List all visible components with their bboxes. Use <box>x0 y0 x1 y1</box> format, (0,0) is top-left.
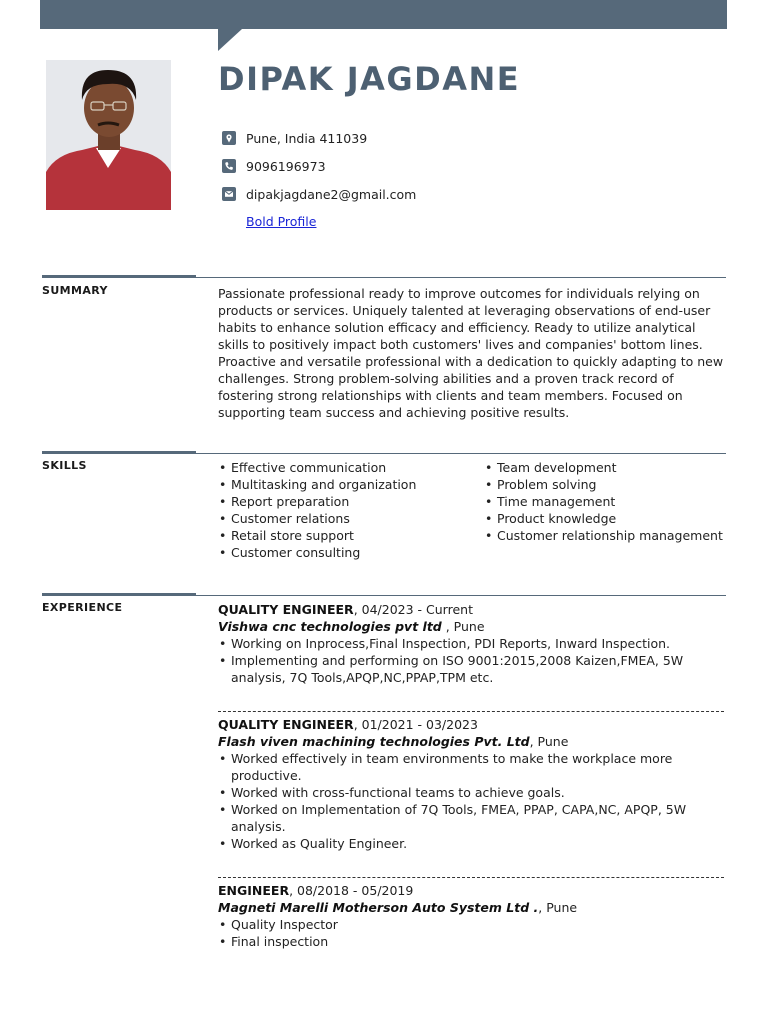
contact-email <box>222 185 416 203</box>
contact-phone <box>222 157 326 175</box>
contact-address <box>222 129 367 147</box>
experience-divider-thick <box>42 593 196 596</box>
job-title-line <box>218 716 728 733</box>
skills-list-right <box>484 459 728 544</box>
job-company-line <box>218 733 728 750</box>
summary-heading: SUMMARY <box>42 284 108 297</box>
candidate-name: DIPAK JAGDANE <box>218 60 521 98</box>
job-location: , Pune <box>538 900 578 915</box>
skill-item: • Multitasking and organization <box>218 476 478 493</box>
job-title: QUALITY ENGINEER <box>218 717 354 732</box>
job-entry <box>218 716 728 852</box>
job-title: QUALITY ENGINEER <box>218 602 354 617</box>
job-dates: , 08/2018 - 05/2019 <box>289 883 414 898</box>
profile-photo <box>46 60 171 210</box>
job-bullet: • Final inspection <box>218 933 728 950</box>
job-location: , Pune <box>529 734 569 749</box>
job-entry <box>218 882 728 950</box>
job-separator <box>218 711 724 712</box>
skill-item: • Team development <box>484 459 728 476</box>
skill-item: • Customer consulting <box>218 544 478 561</box>
skills-heading: SKILLS <box>42 459 87 472</box>
job-bullets <box>218 635 728 686</box>
skill-item: • Customer relationship management <box>484 527 728 544</box>
summary-divider-thin <box>196 277 726 278</box>
skills-divider-thin <box>196 453 726 454</box>
experience-divider-thin <box>196 595 726 596</box>
job-bullet: • Quality Inspector <box>218 916 728 933</box>
job-company: Magneti Marelli Motherson Auto System Ltd . <box>218 900 539 915</box>
job-title-line <box>218 601 728 618</box>
job-title: ENGINEER <box>218 883 290 898</box>
job-bullet: • Worked effectively in team environments to make the workplace more productive. <box>218 750 728 784</box>
experience-heading: EXPERIENCE <box>42 601 123 614</box>
job-bullets <box>218 916 728 950</box>
job-dates: , 01/2021 - 03/2023 <box>353 717 478 732</box>
header-band <box>40 0 727 29</box>
job-bullet: • Worked with cross-functional teams to achieve goals. <box>218 784 728 801</box>
location-icon <box>222 131 236 145</box>
job-bullet: • Implementing and performing on ISO 9001:2015,2008 Kaizen,FMEA, 5W analysis, 7Q Tools,APQP,NC,PPAP,TPM etc. <box>218 652 728 686</box>
job-company-line <box>218 899 728 916</box>
skill-item: • Product knowledge <box>484 510 728 527</box>
job-bullet: • Worked on Implementation of 7Q Tools, FMEA, PPAP, CAPA,NC, APQP, 5W analysis. <box>218 801 728 835</box>
job-bullet: • Worked as Quality Engineer. <box>218 835 728 852</box>
skill-item: • Effective communication <box>218 459 478 476</box>
skill-item: • Time management <box>484 493 728 510</box>
bold-profile-link[interactable]: Bold Profile <box>246 214 317 229</box>
email-icon <box>222 187 236 201</box>
skills-divider-thick <box>42 451 196 454</box>
job-company: Vishwa cnc technologies pvt ltd <box>218 619 442 634</box>
job-location: , Pune <box>441 619 485 634</box>
job-bullet: • Working on Inprocess,Final Inspection, PDI Reports, Inward Inspection. <box>218 635 728 652</box>
address-text: Pune, India 411039 <box>246 130 368 146</box>
job-separator <box>218 877 724 878</box>
person-photo-icon <box>46 60 171 210</box>
job-title-line <box>218 882 728 899</box>
job-entry <box>218 601 728 686</box>
job-bullets <box>218 750 728 852</box>
email-text: dipakjagdane2@gmail.com <box>246 186 417 202</box>
header-notch <box>218 29 242 51</box>
phone-text: 9096196973 <box>246 158 326 174</box>
summary-text: Passionate professional ready to improve outcomes for individuals relying on products or services. Uniquely talented at leveraging observations of end-user habits to enhance solution efficacy and efficiency. Ready to utilize analytical skills to positively impact both customers' lives and companies' bottom lines. Proactive and versatile professional with a dedication to quickly adapting to new challenges. Strong problem-solving abilities and a proven track record of fostering strong relationships with clients and team members. Focused on supporting team success and achieving positive results. <box>218 286 724 420</box>
skill-item: • Customer relations <box>218 510 478 527</box>
summary-divider-thick <box>42 275 196 278</box>
skill-item: • Retail store support <box>218 527 478 544</box>
skills-list-left <box>218 459 478 561</box>
phone-icon <box>222 159 236 173</box>
job-dates: , 04/2023 - Current <box>353 602 473 617</box>
skill-item: • Report preparation <box>218 493 478 510</box>
skill-item: • Problem solving <box>484 476 728 493</box>
job-company-line <box>218 618 728 635</box>
job-company: Flash viven machining technologies Pvt. Ltd <box>218 734 530 749</box>
